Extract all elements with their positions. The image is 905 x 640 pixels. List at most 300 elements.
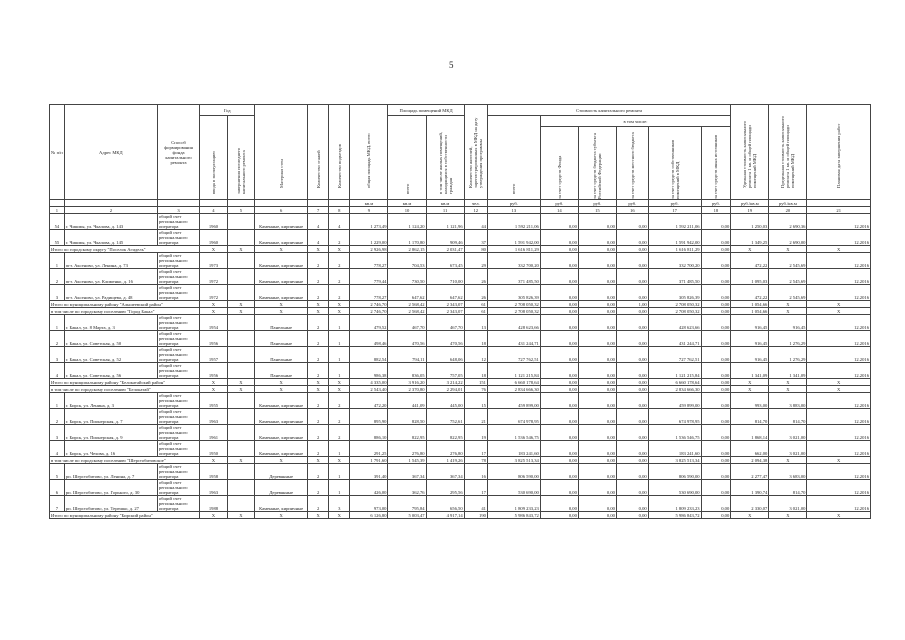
table-cell: 0,00 — [701, 457, 731, 464]
table-cell: общий счет регионального оператора — [157, 409, 199, 425]
table-cell: X — [227, 379, 255, 386]
table-cell: 183 241,60 — [487, 441, 540, 457]
table-cell: 1 — [50, 315, 65, 331]
table-cell: рп. Шерстобитово, ул. Ленина, д. 7 — [64, 464, 157, 480]
table-cell: 1988 — [200, 496, 228, 512]
unit-cell: кв.м — [350, 200, 388, 207]
table-cell: 0,00 — [578, 230, 616, 246]
table-cell: 367,34 — [388, 464, 426, 480]
col-header: за счет средств местного бюджета — [629, 132, 635, 199]
table-cell: 0,00 — [540, 285, 578, 301]
table-cell: 0,00 — [540, 457, 578, 464]
table-cell: 3 883,00 — [769, 393, 807, 409]
table-cell: X — [329, 457, 350, 464]
table-cell: г. Бирск, ул. Пионерская, д. 9 — [64, 425, 157, 441]
table-cell: 530 690,00 — [487, 480, 540, 496]
table-cell: 1 591 942,00 — [648, 230, 701, 246]
col-header: Материал стен — [278, 159, 284, 188]
table-cell: 814,70 — [769, 480, 807, 496]
data-table — [49, 104, 871, 519]
table-cell: 656,50 — [426, 496, 464, 512]
table-cell: 814,70 — [769, 409, 807, 425]
table-cell: рп. Шерстобитово, ул. Горького, д. 30 — [64, 480, 157, 496]
table-cell: X — [807, 308, 871, 315]
table-cell: общий счет регионального оператора — [157, 269, 199, 285]
table-cell: 0,00 — [578, 441, 616, 457]
table-cell: 2 545,69 — [769, 269, 807, 285]
table-cell: 0,00 — [616, 315, 648, 331]
table-cell: 0,00 — [701, 512, 731, 519]
table-cell: 0,00 — [578, 512, 616, 519]
table-cell: 2 — [308, 409, 329, 425]
table-cell: 1 — [329, 315, 350, 331]
table-cell: Каменные, кирпичные — [255, 230, 308, 246]
table-cell: 3 825 513,34 — [648, 457, 701, 464]
table-cell: общий счет регионального оператора — [157, 347, 199, 363]
col-header: за счет средств бюджета субъекта Российской Федерации — [592, 133, 603, 199]
table-cell: X — [769, 301, 807, 308]
table-cell: X — [255, 301, 308, 308]
table-cell: 727 762,51 — [487, 347, 540, 363]
table-cell: X — [308, 386, 329, 393]
unit-cell — [255, 200, 308, 207]
table-cell: X — [769, 246, 807, 253]
table-cell: Деревянные — [255, 480, 308, 496]
table-cell: 0,00 — [616, 441, 648, 457]
col-header: Количество подъездов — [336, 144, 342, 188]
table-cell: 12.2016 — [807, 409, 871, 425]
table-cell: г. Бакал, ул. 8 Марта, д. 3 — [64, 315, 157, 331]
table-cell: Каменные, кирпичные — [255, 441, 308, 457]
col-header: Адрес МКД — [64, 105, 157, 200]
unit-cell — [200, 200, 228, 207]
table-cell: пгт. Аксеново, ул. Радищева, д. 48 — [64, 285, 157, 301]
unit-cell — [50, 200, 65, 207]
table-cell: 0,00 — [578, 386, 616, 393]
table-cell: 44 — [464, 214, 487, 230]
table-cell: 916,45 — [731, 315, 769, 331]
table-cell: 0,00 — [540, 409, 578, 425]
table-cell: 1 124,20 — [388, 214, 426, 230]
table-cell: 1958 — [200, 464, 228, 480]
table-cell: 0,00 — [578, 464, 616, 480]
col-header: Плановая дата завершения работ — [836, 123, 842, 188]
table-cell: 1 — [329, 347, 350, 363]
table-cell: 0,00 — [701, 347, 731, 363]
table-cell: 778,27 — [350, 285, 388, 301]
table-cell: г. Бакал, ул. Советская, д. 50 — [64, 331, 157, 347]
table-cell: X — [329, 386, 350, 393]
table-cell: 0,00 — [701, 253, 731, 269]
table-cell: 2 — [308, 253, 329, 269]
col-header: Количество этажей — [315, 150, 321, 188]
column-number-cell: 19 — [731, 207, 769, 214]
table-cell: 530 690,00 — [648, 480, 701, 496]
subtotal-row — [50, 457, 871, 464]
table-cell: 12.2016 — [807, 393, 871, 409]
column-number-cell: 15 — [578, 207, 616, 214]
table-cell: 727 762,51 — [648, 347, 701, 363]
table-cell: X — [329, 308, 350, 315]
table-cell: X — [329, 301, 350, 308]
table-cell: 0,00 — [578, 363, 616, 379]
table-cell — [227, 425, 255, 441]
table-cell: 0,00 — [701, 315, 731, 331]
column-number-cell: 17 — [648, 207, 701, 214]
table-cell: Панельные — [255, 347, 308, 363]
table-cell: X — [308, 512, 329, 519]
table-cell: 1 250,03 — [731, 214, 769, 230]
table-cell: общий счет регионального оператора — [157, 331, 199, 347]
table-cell: пгт. Аксеново, ул. Клименко, д. 16 — [64, 269, 157, 285]
unit-cell: руб./кв.м — [731, 200, 769, 207]
col-header: завершения последнего капитального ремонта — [235, 147, 246, 194]
table-cell: 0,00 — [540, 425, 578, 441]
subtotal-label: в том числе по городскому поселению "Белокатай" — [50, 386, 200, 393]
table-cell: 886,10 — [350, 425, 388, 441]
table-cell: 0,00 — [616, 386, 648, 393]
table-cell: 2 — [308, 425, 329, 441]
col-header: Площадь помещений МКД — [388, 105, 464, 116]
table-cell: 1 536 546,75 — [648, 425, 701, 441]
table-cell: 6 126,80 — [350, 512, 388, 519]
column-number-cell: 18 — [701, 207, 731, 214]
table-cell: 2 — [329, 269, 350, 285]
table-cell: 1961 — [200, 425, 228, 441]
table-cell: 1 170,80 — [388, 230, 426, 246]
subtotal-row — [50, 512, 871, 519]
table-cell: X — [769, 308, 807, 315]
column-number-cell: 8 — [329, 207, 350, 214]
table-cell: 779,44 — [350, 269, 388, 285]
table-row — [50, 315, 871, 331]
table-cell: 391,40 — [350, 464, 388, 480]
table-cell: 371 485,50 — [648, 269, 701, 285]
table-cell: 18 — [464, 363, 487, 379]
table-cell: 0,00 — [701, 379, 731, 386]
table-cell: Каменные, кирпичные — [255, 269, 308, 285]
table-cell: 0,00 — [701, 269, 731, 285]
table-cell: 0,00 — [578, 393, 616, 409]
col-header: за счет средств Фонда — [556, 155, 562, 199]
table-cell: 0,00 — [616, 363, 648, 379]
table-cell: 882,54 — [350, 347, 388, 363]
table-cell: 459 899,00 — [648, 393, 701, 409]
table-row — [50, 363, 871, 379]
table-cell: 0,00 — [578, 301, 616, 308]
table-cell: 1 791,60 — [350, 457, 388, 464]
table-cell: 0,00 — [540, 464, 578, 480]
table-cell: 2 568,42 — [388, 301, 426, 308]
table-cell: 1954 — [200, 315, 228, 331]
table-cell: 0,00 — [540, 253, 578, 269]
table-cell: X — [227, 386, 255, 393]
table-cell: 1955 — [200, 393, 228, 409]
table-cell: 4 — [50, 363, 65, 379]
table-cell: 0,00 — [616, 253, 648, 269]
table-cell: 4 — [50, 441, 65, 457]
table-cell: 704,53 — [388, 253, 426, 269]
table-cell: 17 — [464, 480, 487, 496]
table-cell: 3 021,00 — [769, 496, 807, 512]
table-cell: 5 003,47 — [388, 512, 426, 519]
table-cell: 367,34 — [426, 464, 464, 480]
table-cell: 305 826,39 — [648, 285, 701, 301]
table-cell: 0,00 — [578, 308, 616, 315]
table-cell: 0,00 — [616, 457, 648, 464]
col-header: общая площадь МКД, всего — [366, 133, 372, 188]
table-cell: Каменные, кирпичные — [255, 214, 308, 230]
table-row — [50, 464, 871, 480]
table-cell: 2 708 050,32 — [648, 301, 701, 308]
table-cell: 1960 — [200, 230, 228, 246]
table-row — [50, 441, 871, 457]
table-cell: 1 229,00 — [350, 230, 388, 246]
table-cell: 0,00 — [701, 301, 731, 308]
column-number-cell: 16 — [616, 207, 648, 214]
table-cell: 909,46 — [426, 230, 464, 246]
table-cell: 2 834 666,30 — [648, 386, 701, 393]
table-cell: 3 — [50, 347, 65, 363]
table-cell: 5 986 843,72 — [648, 512, 701, 519]
table-cell: общий счет регионального оператора — [157, 441, 199, 457]
table-cell: X — [227, 457, 255, 464]
table-cell: 1,00 — [616, 301, 648, 308]
col-header: Способ формирования фонда капитального ремонта — [157, 105, 199, 200]
table-cell: 428 623,66 — [648, 315, 701, 331]
table-cell: 61 — [464, 301, 487, 308]
table-cell: общий счет регионального оператора — [157, 285, 199, 301]
column-number-cell: 10 — [388, 207, 426, 214]
table-row — [50, 253, 871, 269]
table-cell: Каменные, кирпичные — [255, 425, 308, 441]
table-cell: 12.2016 — [807, 496, 871, 512]
unit-cell: руб./кв.м — [769, 200, 807, 207]
table-cell: 1 592 211,06 — [648, 214, 701, 230]
table-cell: г. Бакал, ул. Советская, д. 56 — [64, 363, 157, 379]
table-cell: 0,00 — [578, 347, 616, 363]
table-cell: 371 485,50 — [487, 269, 540, 285]
table-cell: 445,00 — [426, 393, 464, 409]
table-cell: 18 — [464, 331, 487, 347]
table-cell: 0,00 — [616, 425, 648, 441]
table-cell: 2 330,07 — [731, 496, 769, 512]
table-cell: 1960 — [200, 214, 228, 230]
table-cell: 0,00 — [701, 308, 731, 315]
table-cell: 0,00 — [616, 393, 648, 409]
table-cell: 1 121 215,84 — [487, 363, 540, 379]
table-cell: 836,05 — [388, 363, 426, 379]
table-cell: общий счет регионального оператора — [157, 363, 199, 379]
table-cell: 470,56 — [388, 331, 426, 347]
table-cell: 0,00 — [701, 409, 731, 425]
table-cell: 2 — [329, 230, 350, 246]
table-cell: Каменные, кирпичные — [255, 393, 308, 409]
table-cell — [227, 214, 255, 230]
table-cell: 1 616 811,29 — [648, 246, 701, 253]
table-cell: 0,00 — [616, 308, 648, 315]
table-cell: 26 — [464, 269, 487, 285]
table-cell — [227, 331, 255, 347]
table-cell: 54 — [50, 214, 65, 230]
table-cell: X — [200, 308, 228, 315]
table-row — [50, 214, 871, 230]
table-cell: 0,00 — [578, 480, 616, 496]
table-cell: 431 244,71 — [648, 331, 701, 347]
col-header: всего — [511, 183, 517, 194]
table-cell: 916,45 — [769, 315, 807, 331]
table-cell: 441,09 — [388, 393, 426, 409]
table-cell: X — [807, 246, 871, 253]
table-cell: 2 — [329, 409, 350, 425]
table-cell: г. Чишмы, ул. Чкалова, д. 143 — [64, 214, 157, 230]
table-cell: 1 341,09 — [769, 363, 807, 379]
table-cell: 3 — [50, 285, 65, 301]
table-cell: 332 700,20 — [487, 253, 540, 269]
table-cell: 674 978,95 — [487, 409, 540, 425]
table-cell: X — [227, 246, 255, 253]
column-number-cell: 11 — [426, 207, 464, 214]
table-cell: 0,00 — [701, 480, 731, 496]
table-cell: 80 — [464, 246, 487, 253]
table-cell: 12 — [464, 347, 487, 363]
table-cell: 1 536 546,75 — [487, 425, 540, 441]
column-number-cell: 20 — [769, 207, 807, 214]
table-cell: 1 390,74 — [731, 480, 769, 496]
table-cell: 0,00 — [616, 464, 648, 480]
table-cell: 1 054,66 — [731, 301, 769, 308]
table-cell: 0,00 — [616, 480, 648, 496]
table-row — [50, 425, 871, 441]
table-cell: 2 — [308, 315, 329, 331]
col-header: в том числе жилых помещений, находящихся в собственности граждан — [437, 131, 453, 194]
table-cell: X — [329, 512, 350, 519]
unit-cell: руб. — [578, 200, 616, 207]
table-cell — [227, 480, 255, 496]
table-cell: общий счет регионального оператора — [157, 253, 199, 269]
table-cell: 0,00 — [578, 214, 616, 230]
col-header: за счет средств иных источников — [713, 134, 719, 199]
table-cell: 0,00 — [616, 246, 648, 253]
table-cell: Панельные — [255, 331, 308, 347]
col-header: Предельная стоимость капитального ремонта 1 кв. м общей площади помещений МКД — [780, 116, 796, 188]
table-cell: 12.2016 — [807, 331, 871, 347]
table-cell: 895,90 — [350, 409, 388, 425]
table-cell — [227, 496, 255, 512]
table-cell: 0,00 — [578, 285, 616, 301]
table-cell: 0,00 — [701, 393, 731, 409]
table-cell: 12.2016 — [807, 285, 871, 301]
table-cell: 0,00 — [616, 269, 648, 285]
unit-cell — [807, 200, 871, 207]
table-cell: 2 708 050,32 — [487, 301, 540, 308]
table-cell: 0,00 — [701, 230, 731, 246]
table-cell: X — [255, 386, 308, 393]
table-cell: 0,00 — [540, 269, 578, 285]
table-cell: X — [200, 457, 228, 464]
table-cell: 0,00 — [701, 363, 731, 379]
subtotal-row — [50, 379, 871, 386]
table-cell: 276,80 — [388, 441, 426, 457]
table-cell: 2 690,00 — [769, 230, 807, 246]
table-cell: пгт. Аксеново, ул. Ленина, д. 73 — [64, 253, 157, 269]
table-cell: г. Бирск, ул. Пионерская, д. 7 — [64, 409, 157, 425]
table-cell: 0,00 — [578, 425, 616, 441]
table-cell: X — [807, 379, 871, 386]
table-cell: 0,00 — [540, 230, 578, 246]
table-cell: X — [200, 512, 228, 519]
column-number-cell: 1 — [50, 207, 65, 214]
table-cell: 1 — [50, 393, 65, 409]
table-cell: 2 — [308, 441, 329, 457]
table-cell: 4 335,00 — [350, 379, 388, 386]
table-cell: 2 294,01 — [426, 386, 464, 393]
table-cell: 2 — [329, 393, 350, 409]
table-cell: 0,00 — [578, 409, 616, 425]
table-cell: 12.2016 — [807, 253, 871, 269]
table-cell: 1956 — [200, 331, 228, 347]
column-number-cell: 3 — [157, 207, 199, 214]
table-cell: 0,00 — [616, 512, 648, 519]
table-cell: 6 660 178,64 — [648, 379, 701, 386]
table-cell: 12.2016 — [807, 425, 871, 441]
table-cell: 3 214,22 — [426, 379, 464, 386]
table-cell: X — [308, 457, 329, 464]
table-cell: 916,45 — [731, 331, 769, 347]
table-cell: 0,00 — [540, 441, 578, 457]
col-header: ввода в эксплуатацию — [210, 150, 216, 194]
table-cell: 2 834 666,30 — [487, 386, 540, 393]
table-row — [50, 347, 871, 363]
table-cell: 3 683,00 — [769, 464, 807, 480]
unit-cell — [329, 200, 350, 207]
table-cell: 662,00 — [731, 441, 769, 457]
table-cell: 828,50 — [388, 409, 426, 425]
table-cell: 2 690,36 — [769, 214, 807, 230]
table-cell: 1 — [50, 253, 65, 269]
table-cell: 5 986 843,72 — [487, 512, 540, 519]
table-cell: г. Бакал, ул. Советская, д. 52 — [64, 347, 157, 363]
table-cell: рп. Шерстобитово, ул. Терешко, д. 27 — [64, 496, 157, 512]
table-cell: X — [200, 379, 228, 386]
page-number: 5 — [449, 60, 454, 70]
table-cell — [227, 315, 255, 331]
table-cell: X — [255, 379, 308, 386]
table-cell: X — [200, 301, 228, 308]
table-cell: 1 — [329, 480, 350, 496]
table-cell: 2 — [50, 269, 65, 285]
table-cell: 19 — [464, 425, 487, 441]
table-cell: 305 826,39 — [487, 285, 540, 301]
column-number-cell: 12 — [464, 207, 487, 214]
table-cell — [227, 464, 255, 480]
unit-cell — [157, 200, 199, 207]
table-cell: 0,00 — [540, 512, 578, 519]
table-cell: 1 591 942,00 — [487, 230, 540, 246]
table-cell: 3 — [329, 496, 350, 512]
table-cell: 673,45 — [426, 253, 464, 269]
table-cell: 0,00 — [616, 214, 648, 230]
table-cell: 1 276,29 — [769, 347, 807, 363]
table-cell: 12.2016 — [807, 480, 871, 496]
table-cell: 0,00 — [616, 409, 648, 425]
table-cell: 752,61 — [426, 409, 464, 425]
table-cell: 3 021,00 — [769, 441, 807, 457]
table-cell: X — [807, 301, 871, 308]
table-cell: Деревянные — [255, 464, 308, 480]
table-cell: 822,95 — [426, 425, 464, 441]
table-cell: 12.2016 — [807, 269, 871, 285]
